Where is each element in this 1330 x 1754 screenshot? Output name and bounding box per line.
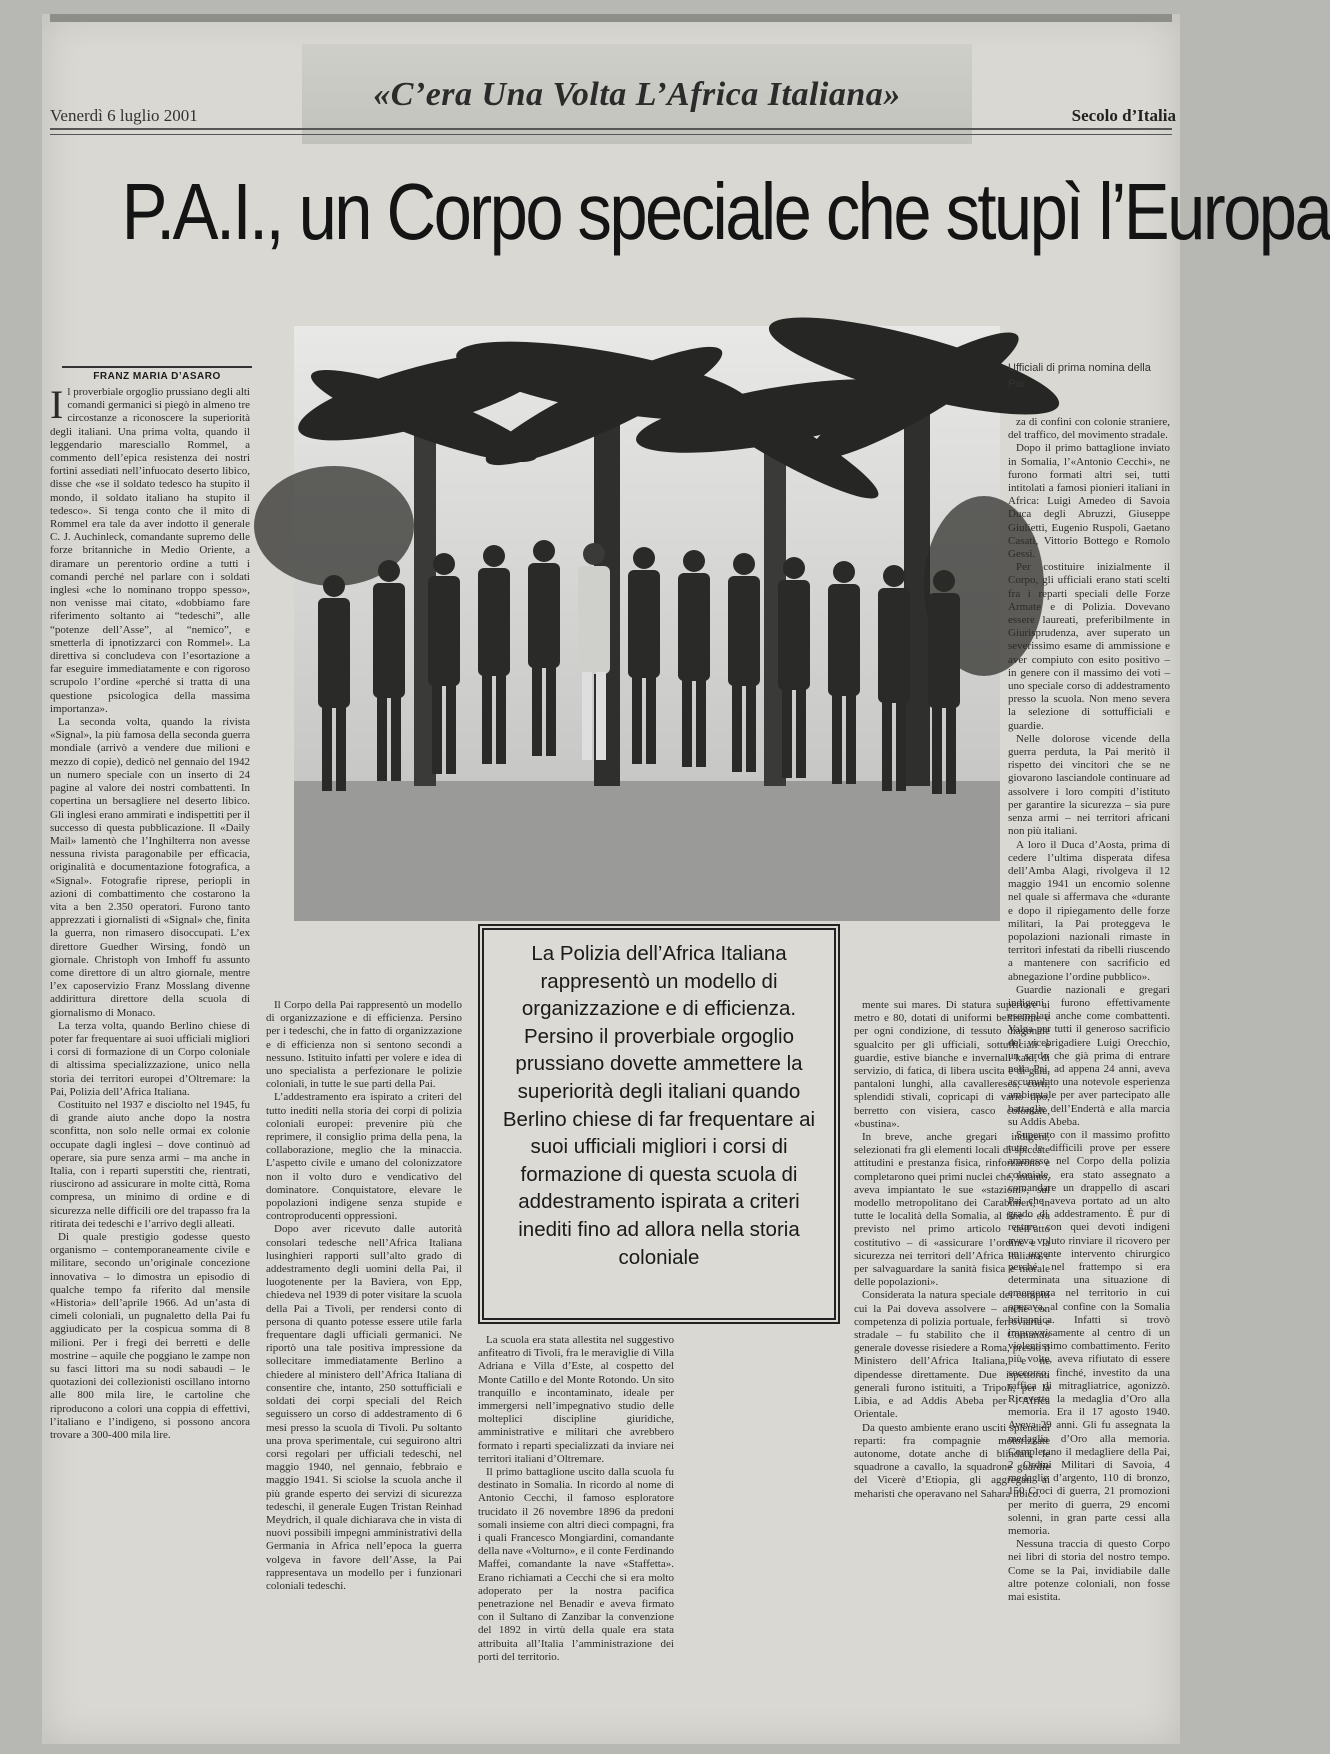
- group-photograph: [294, 326, 1000, 921]
- column-5-paragraph-3: Per costituire inizialmente il Corpo, gli ufficiali erano stati scelti fra i reparti speciali delle Forze Armate e di Polizia. Dovevano essere laureati, preferibilmente in Giurisprudenza, aver superato un severissimo esame di ammissione e aver compiuto con esito positivo – in genere con il massimo dei voti – uno speciale corso di addestramento presso la scuola. Non meno severa la selezione di sottufficiali e guardie.: [1008, 561, 1170, 732]
- column-2-paragraph-2: L’addestramento era ispirato a criteri del tutto inediti nella storia dei corpi di polizia coloniali europei: prevenire più che reprimere, il consiglio prima della pena, la collaborazione, meglio che la minaccia. L’aspetto civile e umano del colonizzatore non il volto duro e vendicativo del dominatore. Conquistatore, elevare le popolazioni indigene senza stupide e controproducenti oppressioni.: [266, 1091, 462, 1223]
- column-5-paragraph-6: Guardie nazionali e gregari indigeni furono effettivamente esemplari anche come combattenti. Valga per tutti il generoso sacrificio del vicebrigadiere Luigi Orecchio, un sardo che già prima di entrare nella Pai, ad appena 24 anni, aveva accumulato una notevole esperienza ambientale per aver partecipato alle battaglie dell’Endertà e alla marcia su Addis Abeba.: [1008, 983, 1170, 1128]
- byline: FRANZ MARIA D’ASARO: [62, 366, 252, 382]
- article-column-2: [266, 999, 462, 1736]
- column-3-paragraph-2: Il primo battaglione uscito dalla scuola fu destinato in Somalia. In ricordo al nome di Antonio Cecchi, il famoso esploratore trucidato il 26 novembre 1896 da predoni somali insieme con altri dieci compagni, fra i quali Francesco Mongiardini, comandante della nave «Volturno», e il conte Ferdinando Maffei, comandante la nave «Staffetta». Erano richiamati a Cecchi che si era molto adoperato per la nostra pacifica penetrazione nel Benadir e aveva firmato con il Sultano di Zanzibar la convenzione del 1892 in virtù della quale era stata attribuita all’Italia l’amministrazione dei porti del territorio.: [478, 1466, 674, 1663]
- column-1-paragraph-5: Di quale prestigio godesse questo organismo – contemporaneamente civile e militare, secondo un’originale concezione innovativa – lo dimostra un episodio di qualche tempo fa riferito dal mensile «Historia» dell’aprile 1966. Ad un’asta di cimeli coloniali, un pugnaletto della Pai fu aggiudicato per la cospicua somma di 8 milioni. Per i fregi dei berretti e delle mostrine – aquile che poggiano le zampe non su fasci littori ma su nodi sabaudi – le quotazioni dei collezionisti oscillano intorno alle 800 mila lire, le cartoline che riproducono a colori una coppia di effettivi, l’italiano e l’indigeno, si possono ancora trovare a 300-400 mila lire.: [50, 1231, 250, 1442]
- column-5-paragraph-1: za di confini con colonie straniere, del traffico, del movimento stradale.: [1008, 416, 1170, 442]
- article-column-1: [50, 382, 250, 1736]
- newspaper-name: Secolo d’Italia: [1071, 106, 1176, 125]
- drop-cap: I: [50, 382, 64, 427]
- column-5-paragraph-4: Nelle dolorose vicende della guerra perduta, la Pai meritò il rispetto dei vincitori che se ne giovarono lasciandole continuare ad assolvere i loro compiti d’istituto per garantire la sicurezza – sia pure senza armi – nei territori africani non più italiani.: [1008, 732, 1170, 838]
- article-column-3: [478, 1334, 674, 1736]
- column-1-paragraph-4: Costituito nel 1937 e disciolto nel 1945, fu di grande aiuto anche dopo la nostra sconfitta, non solo nelle ormai ex colonie occupate dagli inglesi – dove continuò ad operare, sia pure senza armi – ma anche in Italia, con i reparti superstiti che, rientrati, riuscirono ad assicurare in molte città, Roma compresa, un minimo di ordine e di sicurezza nelle difficili ore del trapasso fra la ritirata dei tedeschi e l’arrivo degli alleati.: [50, 1098, 250, 1230]
- column-4-paragraph-2: In breve, anche gregari indigeni, selezionati fra gli elementi locali di spiccate attitudini e prestanza fisica, rinforzarono e completarono quei primi nuclei che, intanto, aveva impiantato le sue «stazioni», sul modello metropolitano dei Carabinieri, in tutte le località della Somalia, al fine – era previsto nel primo articolo dell’atto costitutivo – di «assicurare l’ordine e la sicurezza nei territori dell’Africa Italiana e per salvaguardare la sanità fisica e morale delle popolazioni».: [854, 1131, 1050, 1289]
- photo-caption: Ufficiali di prima nomina della Pai: [1008, 362, 1151, 390]
- column-5-paragraph-8: Nessuna traccia di questo Corpo nei libri di storia del nostro tempo. Come se la Pai, invidiabile dalle altre potenze coloniali, non fosse mai esistita.: [1008, 1538, 1170, 1604]
- column-2-paragraph-1: Il Corpo della Pai rappresentò un modello di organizzazione e di efficienza. Persino per i tedeschi, che in fatto di organizzazione e di efficienza non si sentono secondi a nessuno. Istituito infatti per volere e idea di uno specialista a perfezionare le polizie coloniali, in tutte le sue parti della Pai.: [266, 999, 462, 1091]
- pull-quote: La Polizia dell’Africa Italiana rappresentò un modello di organizzazione e di efficienza. Persino il proverbiale orgoglio prussiano dovette ammettere la superiorità degli italiani quando Berlino chiese di far frequentare ai suoi ufficiali migliori i corsi di formazione di questa scuola di addestramento ispirata a criteri inediti fino ad allora nella storia coloniale: [478, 924, 840, 1324]
- series-title: «C’era Una Volta L’Africa Italiana»: [373, 76, 901, 113]
- column-5-paragraph-7: Superato con il massimo profitto tutte le difficili prove per essere ammesso nel Corpo della polizia coloniale, era stato assegnato a comandare un drappello di ascari Pai che aveva portato ad un alto grado di addestramento. È pur di restare con quei devoti indigeni aveva voluto rinviare il ricovero per un urgente intervento chirurgico perché nel frattempo si era determinata una situazione di emergenza nel territorio in cui operava, al confine con la Somalia britannica. Infatti si trovò improvvisamente al centro di un violentissimo combattimento. Ferito più volte, aveva rifiutato di essere soccorso, finché, investito da una raffica di mitragliatrice, agonizzò. Ricevette la medaglia d’Oro alla memoria. Era il 17 agosto 1940. Aveva 29 anni. Gli fu assegnata la medaglia d’Oro alla memoria. Completano il medagliere della Pai, 2 Ordini Militari di Savoia, 4 medaglie d’argento, 110 di bronzo, 150 Croci di guerra, 21 promozioni per merito di guerra, 29 encomi solenni, in gran parte cessi alla memoria.: [1008, 1128, 1170, 1538]
- dateline: Venerdì 6 luglio 2001: [50, 106, 198, 125]
- column-3-paragraph-1: La scuola era stata allestita nel suggestivo anfiteatro di Tivoli, fra le meraviglie di Villa Adriana e Villa d’Este, al cospetto del Monte Catillo e del Monte Rotondo. Un sito tranquillo e incontaminato, ideale per immergersi nell’impegnativo studio delle molteplici discipline giuridiche, amministrative e militari che avrebbero formato i reparti specializzati da inviare nei territori italiani d’Oltremare.: [478, 1334, 674, 1465]
- column-5-paragraph-5: A loro il Duca d’Aosta, prima di cedere l’ultima disperata difesa dell’Amba Alagi, rivolgeva il 12 maggio 1941 un encomio solenne nel quale si affermava che «durante e dopo il ripiegamento delle forze militari, la Pai proteggeva le popolazioni nazionali rimaste in territori infestati da ribelli riuscendo a mantenere con sacrificio ed abnegazione l’ordine pubblico».: [1008, 838, 1170, 983]
- article-column-5: [1008, 416, 1170, 1736]
- column-4-paragraph-3: Considerata la natura speciale dei compiti cui la Pai doveva assolvere – anche con competenza di polizia portuale, ferroviaria e stradale – fu stabilito che il Comando generale dovesse risiedere a Roma, presso il Ministero dell’Africa Italiana, e ne dipendesse direttamente. Due ispettorati generali furono istituiti, a Tripoli, per la Libia, e ad Addis Abeba per l’Africa Orientale.: [854, 1289, 1050, 1421]
- column-4-paragraph-4: Da questo ambiente erano usciti splendidi reparti: fra compagnie motorizzate autonome, dotate anche di blindati, le squadrone a cavallo, la squadrone guardie del Vicerè d’Etiopia, gli aggregati ai meharisti che operavano nel Sahara libico.: [854, 1421, 1050, 1500]
- column-2-paragraph-3: Dopo aver ricevuto dalle autorità consolari tedesche nell’Africa Italiana lusinghieri rapporti sull’alto grado di addestramento degli uomini della Pai, il luogotenente per la Baviera, von Epp, chiedeva nel 1939 di poter visitare la scuola della Pai a Tivoli, per rendersi conto di persona di quanto potesse essere utile farla frequentare dagli ufficiali germanici. Ne riportò una tale positiva impressione da sollecitare immediatamente Berlino a chiedere al ministero dell’Africa Italiana di consentire che, intanto, 250 sottufficiali e soldati dei corpi speciali del Reich seguissero un corso di addestramento di 6 mesi presso la scuola di Tivoli. Pu soltanto una prova sperimentale, cui seguirono altri corsi regolari per ufficiali tedeschi, nel maggio 1940, nel gennaio, febbraio e maggio 1941. Si sciolse la scuola anche il più grande esperto dei servizi di sicurezza tedeschi, il generale Eugen Tristan Reinhad Meydrich, il quale dichiarava che in vista di nuovi possibili impegni amministrativi della Germania in Africa nell’epoca la guerra volgeva in favore dell’Asse, la Pai rappresentava un modello per i funzionari coloniali tedeschi.: [266, 1223, 462, 1592]
- column-1-paragraph-2: La seconda volta, quando la rivista «Signal», la più famosa della seconda guerra mondiale (arrivò a vendere due milioni e mezzo di copie), dedicò nel gennaio del 1942 un numero speciale con un inserto di 24 pagine al valore dei nostri combattenti. In copertina un bersagliere nel deserto libico. Gli inglesi erano ammirati e indispettiti per il successo di questa pubblicazione. Il «Daily Mail» lamentò che l’Inghilterra non avesse nessuna rivista paragonabile per efficacia, originalità e documentazione fotografica, a «Signal». Fotografie riprese, periopli in azioni di combattimento che costarono la vita a ben 2.350 operatori. Furono tanto apprezzati i giornalisti di «Signal» che, finita la guerra, non rimasero disoccupati. L’ex direttore Guedher Wirsing, fondò un giornale. Christoph von Imhoff fu assunto come direttore di un altro giornale, mentre l’ex caposervizio Franz Mosslang divenne addirittura direttore della scuola di giornalismo di Monaco.: [50, 716, 250, 1019]
- header-rule: [50, 128, 1172, 130]
- column-5-paragraph-2: Dopo il primo battaglione inviato in Somalia, l’«Antonio Cecchi», ne furono formati altri sei, tutti intitolati a famosi pionieri italiani in Africa: Luigi Amedeo di Savoia Duca degli Abruzzi, Giuseppe Giulietti, Eugenio Ruspoli, Gaetano Casati, Vittorio Bottego e Romolo Gessi.: [1008, 442, 1170, 561]
- header-rule-secondary: [50, 134, 1172, 135]
- top-rule: [50, 14, 1172, 22]
- newspaper-page: [42, 14, 1330, 1744]
- column-1-paragraph-1: l proverbiale orgoglio prussiano degli alti comandi germanici si piegò in almeno tre circostanze a riconoscere la superiorità degli italiani. Una prima volta, quando il leggendario maresciallo Rommel, a commento dell’epica resistenza dei nostri fortini assediati nell’infuocato deserto libico, disse che «se il soldato tedesco ha stupito il mondo, il soldato italiano ha stupito il tedesco». Si tenga conto che il mito di Rommel era tale da aver indotto il generale C. J. Auchinleck, comandante supremo delle forze britanniche in Medio Oriente, a diramare un perentorio ordine a tutti i comandi perché nel parlare con i soldati inglesi «che lo nominano troppo spesso», non venisse mai citato, «dobbiamo fare riferimento soltanto ai “tedeschi”, alle “potenze dell’Asse”, al “nemico”, e smetterla di ipnotizzarci con Rommel». La direttiva si concludeva con l’esortazione a far eseguire immediatamente e con rigoroso scrupolo l’ordine «perché si tratta di una questione psicologica della massima importanza».: [50, 386, 250, 715]
- column-4-paragraph-1: mente sui mares. Di statura superiore ai metro e 80, dotati di uniformi bellissime e per ogni condizione, di tessuto diagonale sgualcito per gli ufficiali, sottufficiali e guardie, estive bianche e invernali kaki, di servizio, di fatica, di libera uscita e di gala, pantaloni lunghi, alla cavalleresca, corti, splendidi stivali, copricapi di vario tipo, berretto con visiera, casco coloniale, «bustina».: [854, 999, 1050, 1130]
- column-1-paragraph-3: La terza volta, quando Berlino chiese di poter far frequentare ai suoi ufficiali migliori i corsi di formazione di un Corpo coloniale di altissima specializzazione, unico nella storia dei territori europei d’Oltremare: la Pai, Polizia dell’Africa Italiana.: [50, 1019, 250, 1098]
- photo-illustration: [294, 326, 1000, 921]
- headline: P.A.I., un Corpo speciale che stupì l’Europa: [121, 167, 1330, 256]
